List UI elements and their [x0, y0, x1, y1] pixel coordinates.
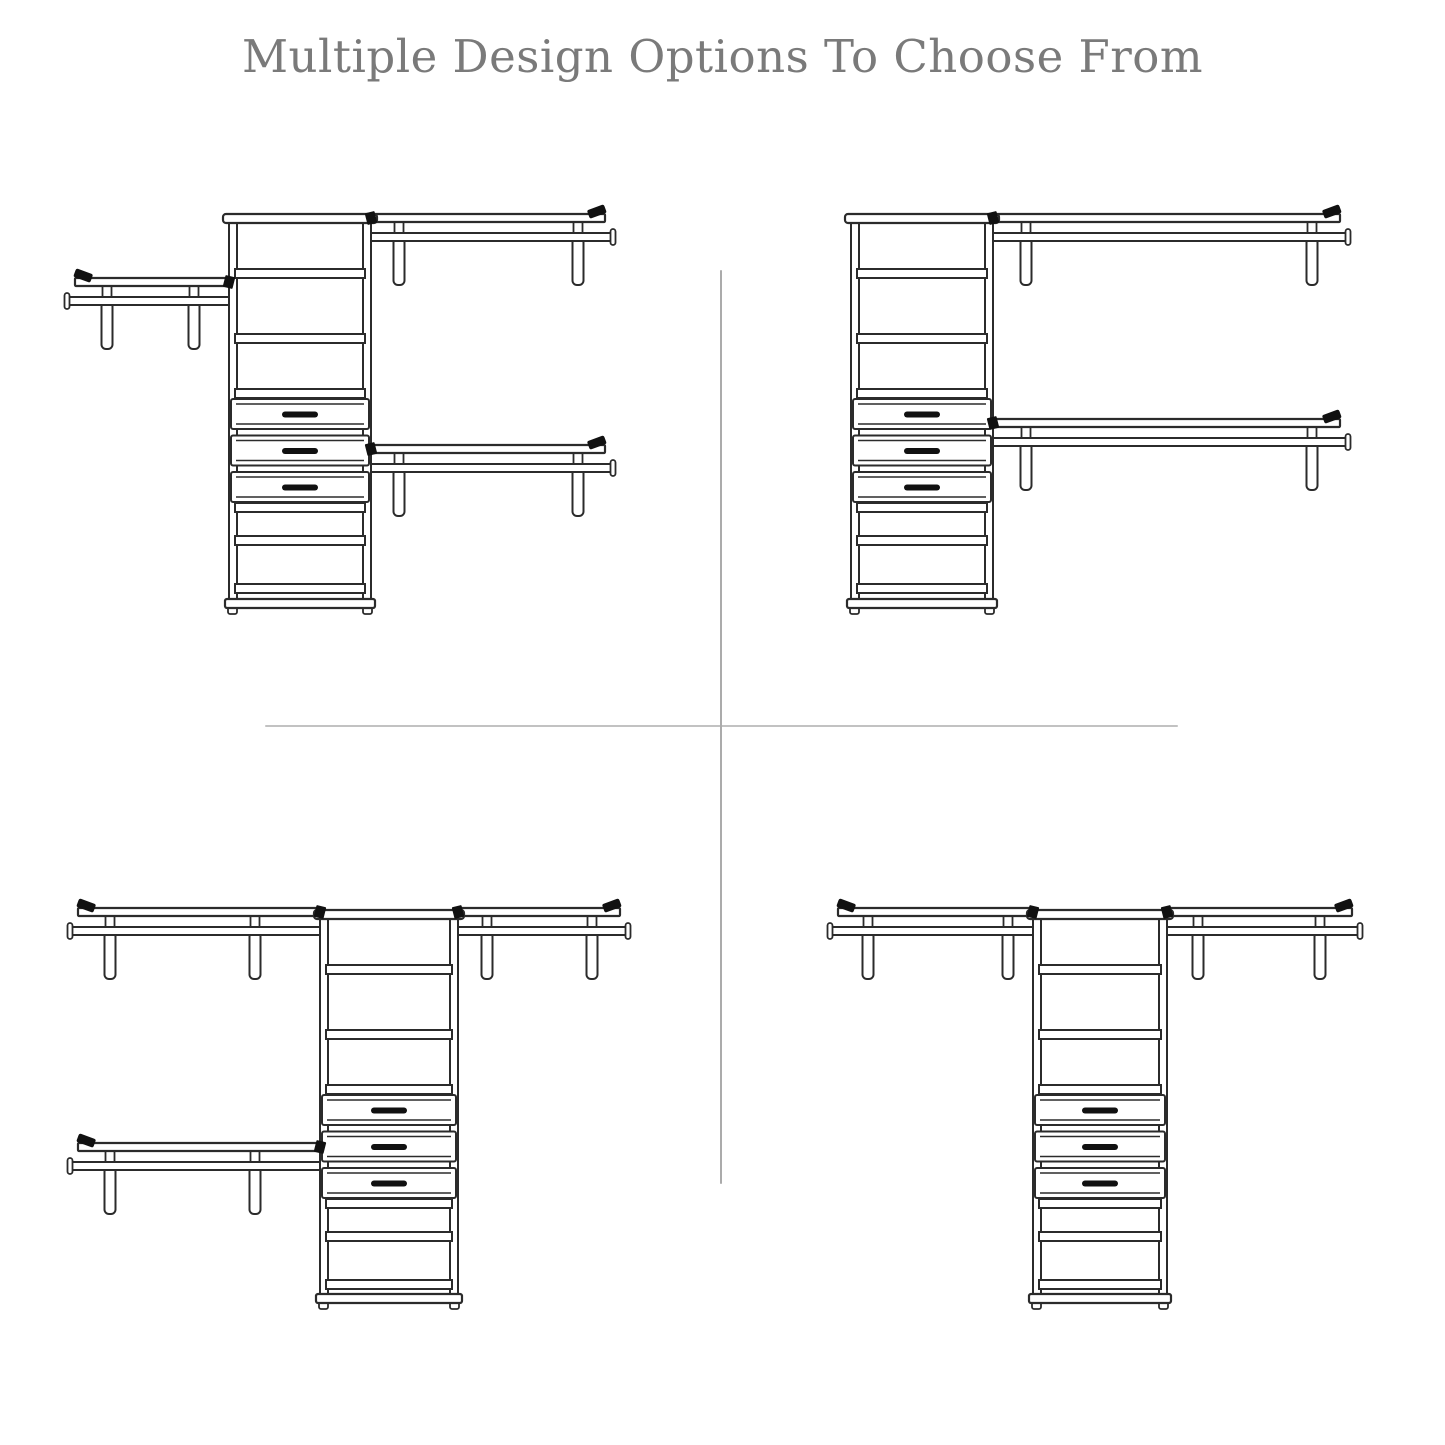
design-option-2: [845, 204, 1351, 614]
page-title: Multiple Design Options To Choose From: [241, 30, 1204, 83]
design-option-3: [68, 898, 631, 1309]
design-option-4: [828, 898, 1363, 1309]
design-option-1: [65, 204, 616, 614]
